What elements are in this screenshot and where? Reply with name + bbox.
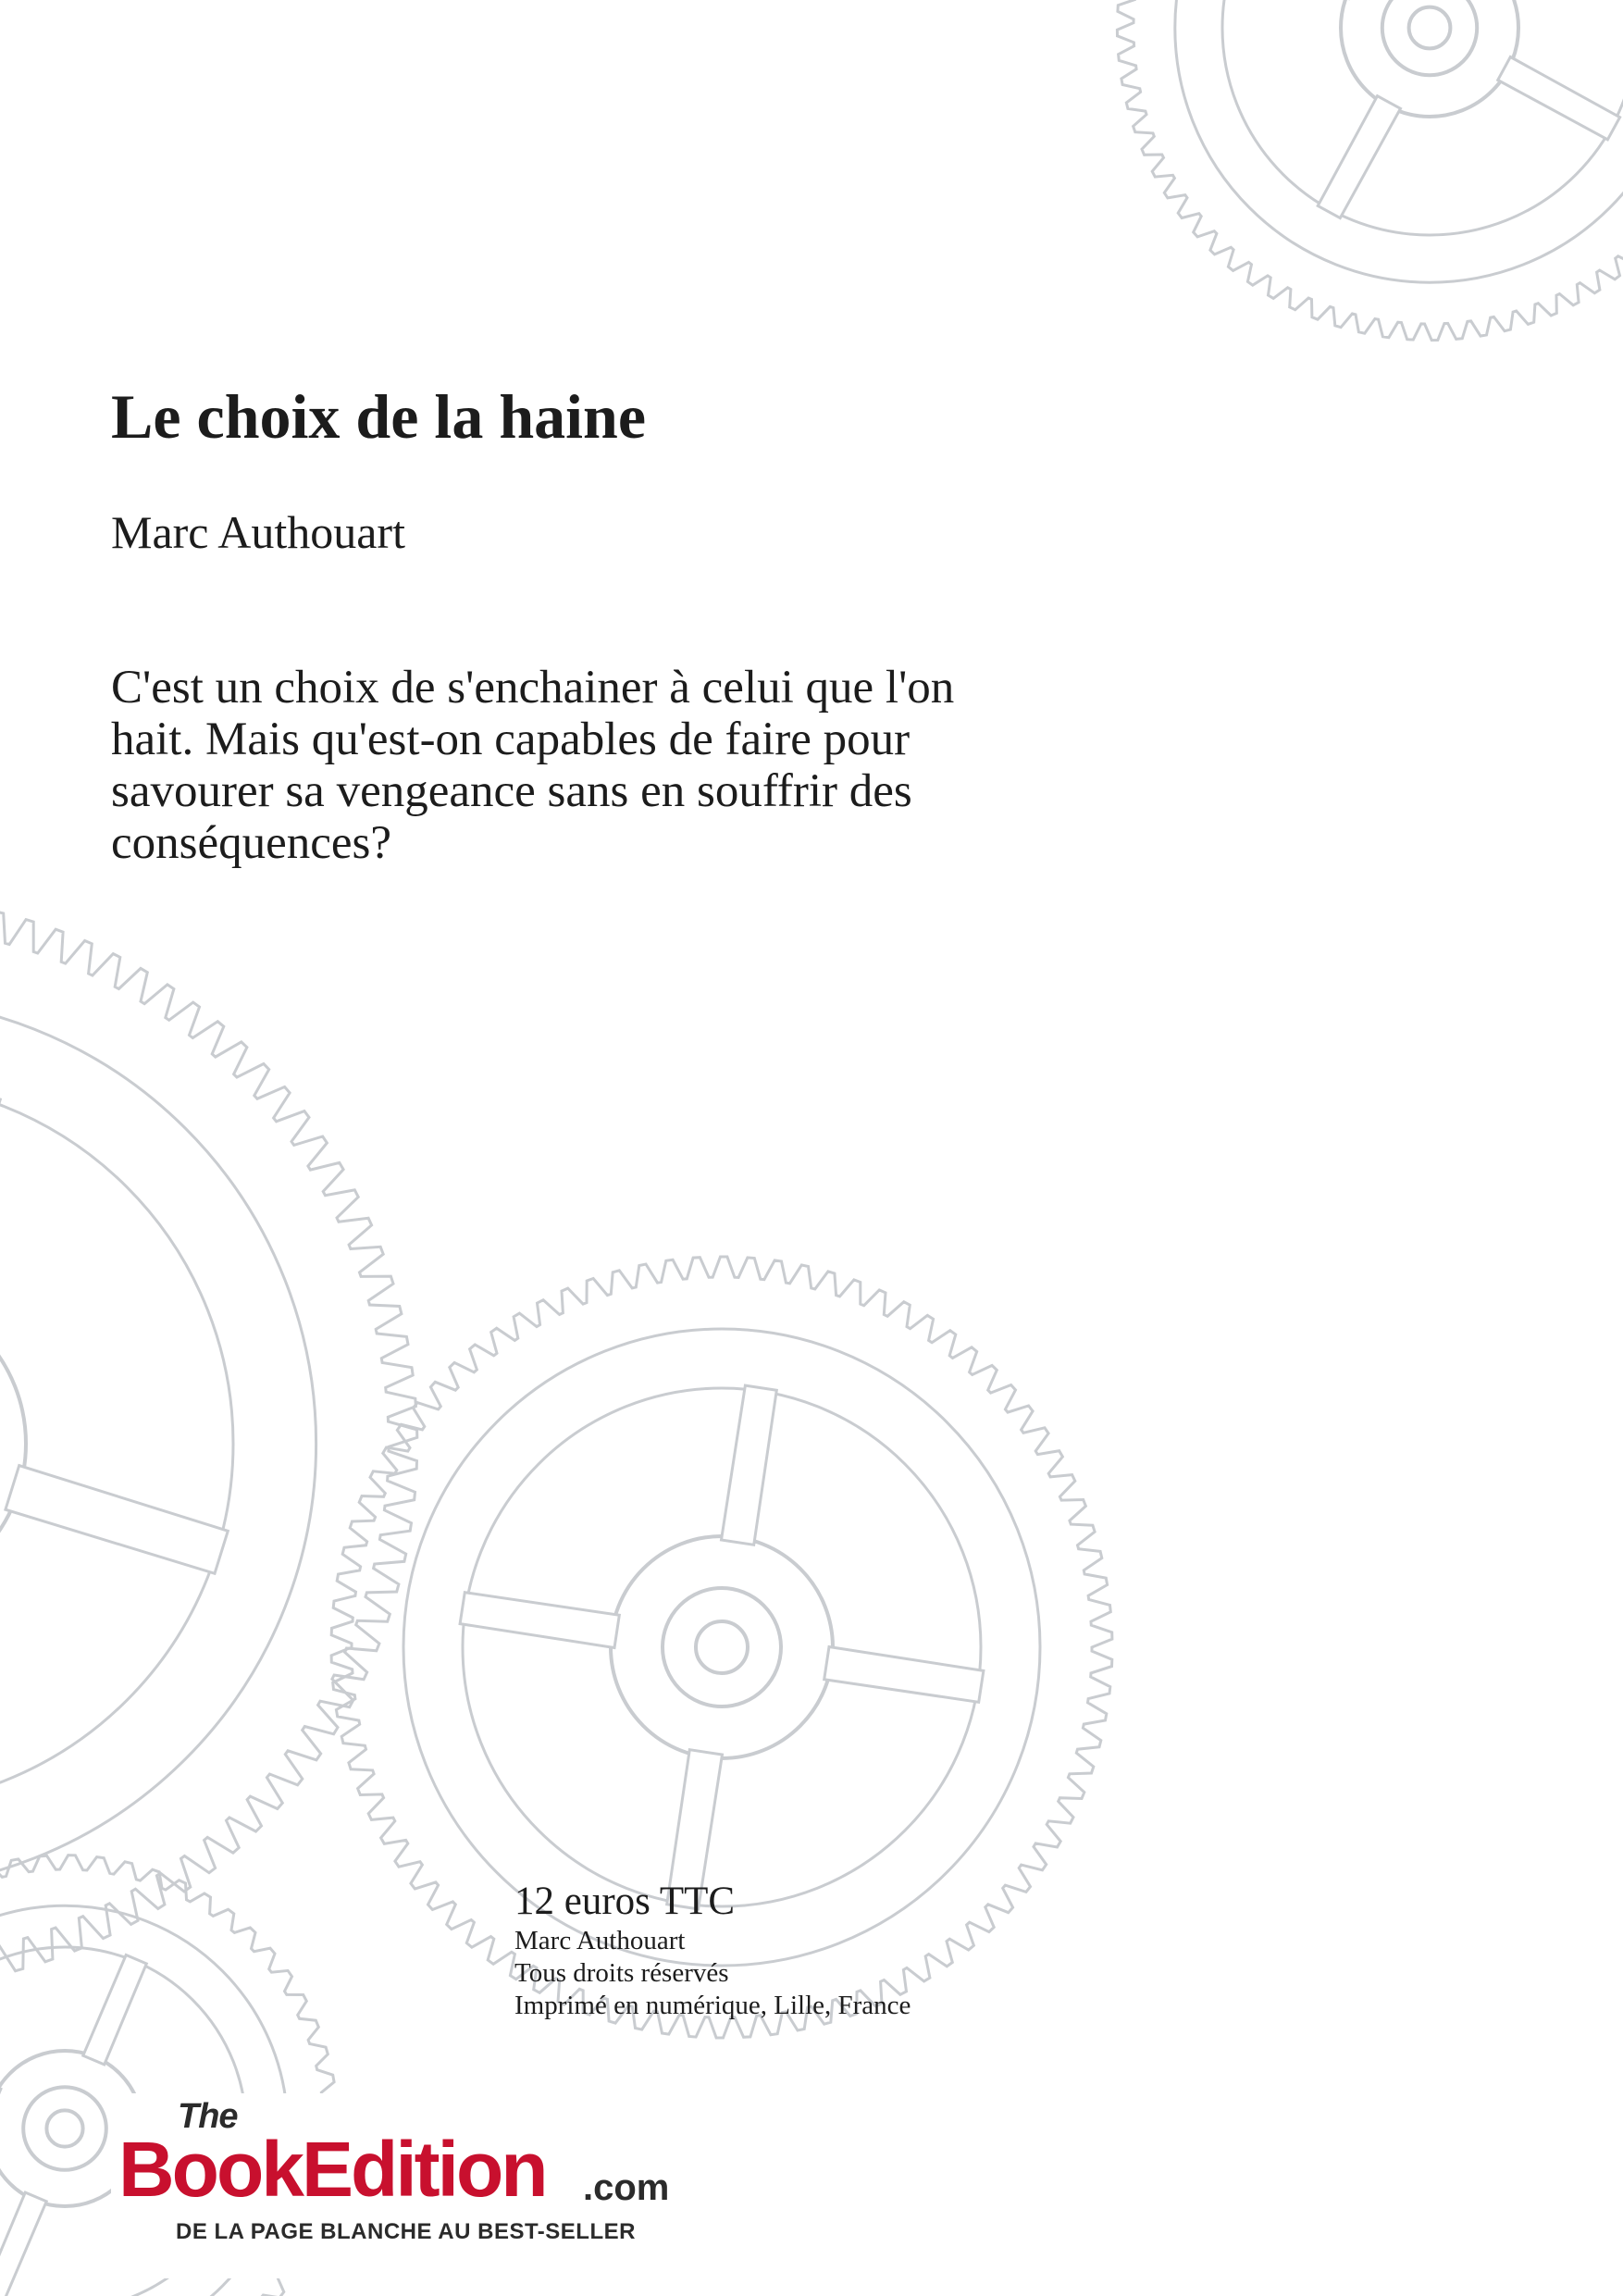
imprint-printed: Imprimé en numérique, Lille, France <box>514 1991 911 2020</box>
logo-domain: .com <box>583 2167 670 2208</box>
blurb-line: C'est un choix de s'enchainer à celui que l'on <box>111 662 955 714</box>
book-author: Marc Authouart <box>111 506 405 558</box>
blurb-line: savourer sa vengeance sans en souffrir des <box>111 765 912 817</box>
book-title: Le choix de la haine <box>111 381 647 452</box>
blurb-line: conséquences? <box>111 817 392 869</box>
gear-shape <box>1117 0 1623 341</box>
blurb-line: hait. Mais qu'est-on capables de faire pour <box>111 714 911 765</box>
imprint-block <box>514 1879 911 2022</box>
book-blurb <box>111 662 954 869</box>
logo-the: The <box>178 2097 238 2136</box>
imprint-rights: Tous droits réservés <box>514 1958 729 1988</box>
imprint-author: Marc Authouart <box>514 1926 686 1955</box>
price-label: 12 euros TTC <box>514 1880 736 1923</box>
gear-shape <box>0 897 417 1991</box>
publisher-logo <box>111 2093 685 2278</box>
logo-tagline: DE LA PAGE BLANCHE AU BEST-SELLER <box>176 2219 636 2244</box>
logo-brand: BookEdition <box>118 2126 546 2213</box>
